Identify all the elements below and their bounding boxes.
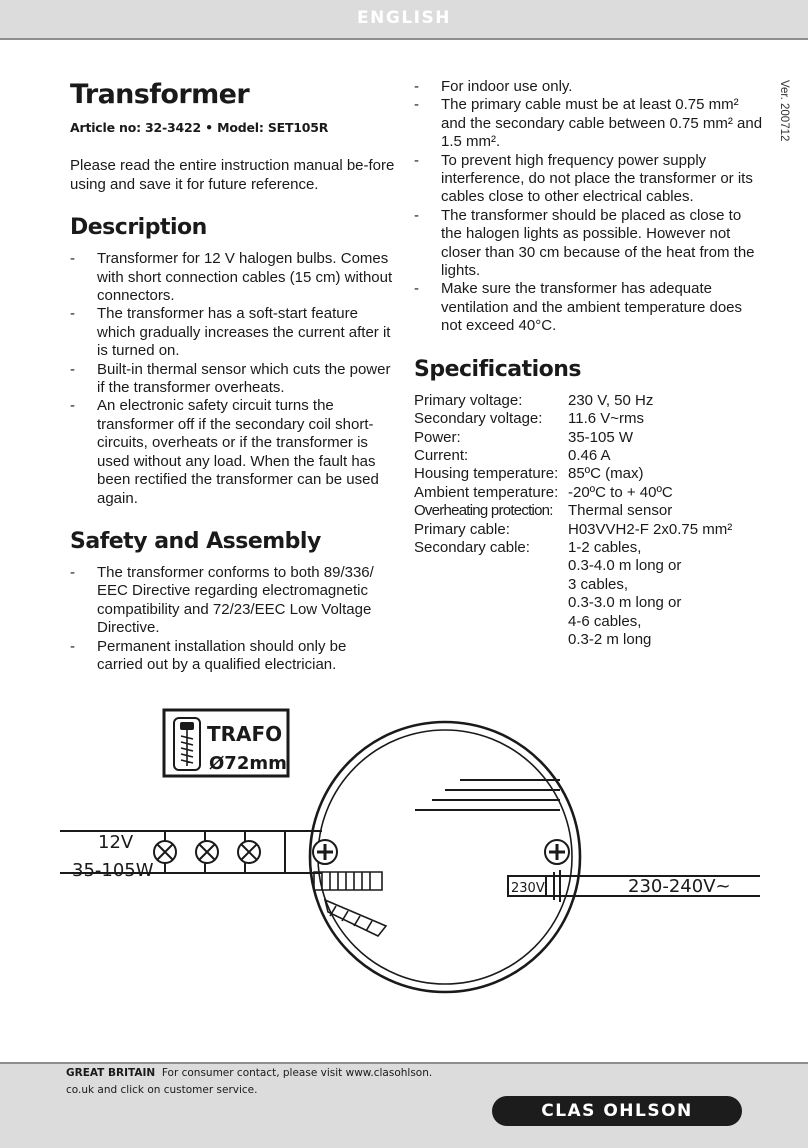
description-list bbox=[70, 250, 396, 508]
wiring-diagram bbox=[60, 700, 760, 1050]
transformer-housing bbox=[310, 722, 580, 992]
list-item: - Permanent installation should only be carried out by a qualified electrician. bbox=[70, 638, 396, 675]
spec-label: Housing temperature: bbox=[414, 465, 559, 483]
spec-value: -20ºC to + 40ºC bbox=[568, 483, 673, 501]
table-row bbox=[414, 484, 732, 502]
spec-value: 0.3-4.0 m long or bbox=[568, 557, 682, 575]
brand-logo: CLAS OHLSON bbox=[492, 1096, 742, 1126]
halogen-lamp-icon bbox=[196, 841, 218, 863]
footer-contact bbox=[66, 1065, 446, 1099]
spec-value: 11.6 V~rms bbox=[568, 410, 645, 428]
spec-value: 35-105 W bbox=[568, 428, 634, 446]
spec-label: Overheating protection: bbox=[414, 502, 553, 520]
vent-slots bbox=[314, 872, 386, 936]
list-item: - Transformer for 12 V halogen bulbs. Comes with short connection cables (15 cm) without connectors. bbox=[70, 250, 396, 305]
table-row bbox=[414, 429, 732, 447]
footer bbox=[0, 1062, 808, 1148]
spec-label: Primary cable: bbox=[414, 520, 510, 538]
table-row bbox=[414, 557, 732, 575]
halogen-lamp-icon bbox=[154, 841, 176, 863]
left-column bbox=[70, 78, 396, 694]
spec-label: Ambient temperature: bbox=[414, 483, 559, 501]
page-title: Transformer bbox=[70, 79, 250, 110]
list-item: - Built-in thermal sensor which cuts the power if the transformer overheats. bbox=[70, 361, 396, 398]
table-row bbox=[414, 502, 732, 520]
spec-label: Secondary voltage: bbox=[414, 410, 543, 428]
badge-title: TRAFO bbox=[207, 722, 283, 746]
spec-value: 0.3-3.0 m long or bbox=[568, 594, 682, 612]
table-row bbox=[414, 410, 732, 428]
spec-label: Current: bbox=[414, 446, 469, 464]
spec-value: 85ºC (max) bbox=[568, 465, 644, 483]
article-line: Article no: 32-3422 • Model: SET105R bbox=[70, 120, 329, 135]
list-item: - The transformer has a soft-start feature which gradually increases the current after it is turned on. bbox=[70, 305, 396, 360]
list-item: - The transformer conforms to both 89/336/ EEC Directive regarding electromagnetic compatibility and 72/23/EEC Low Voltage Directive. bbox=[70, 564, 396, 638]
spec-value: Thermal sensor bbox=[568, 502, 673, 520]
language-bar bbox=[0, 0, 808, 40]
terminal-screw-icon bbox=[545, 840, 569, 864]
spec-value: 1-2 cables, bbox=[568, 538, 642, 556]
list-item: - The primary cable must be at least 0.75 mm² and the secondary cable between 0.75 mm² and 1.5 mm². bbox=[414, 96, 764, 151]
spec-value: 3 cables, bbox=[568, 575, 629, 593]
table-row bbox=[414, 465, 732, 483]
spec-label bbox=[414, 594, 568, 612]
safety-list-right bbox=[414, 78, 764, 336]
footer-contact-text: For consumer contact, please visit www.clasohlson. co.uk and click on customer service. bbox=[66, 1067, 433, 1096]
badge-diameter: Ø72mm bbox=[209, 753, 287, 774]
version-label: Ver. 200712 bbox=[778, 80, 790, 142]
list-item: - For indoor use only. bbox=[414, 78, 764, 96]
spec-value: 0.46 A bbox=[568, 446, 611, 464]
power-range-label: 35-105W bbox=[72, 860, 154, 881]
input-tag: 230V bbox=[511, 881, 545, 896]
table-row bbox=[414, 576, 732, 594]
table-row bbox=[414, 447, 732, 465]
trafo-badge bbox=[164, 710, 288, 776]
halogen-lamp-icon bbox=[238, 841, 260, 863]
spec-value: H03VVH2-F 2x0.75 mm² bbox=[568, 520, 733, 538]
table-row bbox=[414, 613, 732, 631]
terminal-screw-icon bbox=[313, 840, 337, 864]
spec-label bbox=[414, 557, 568, 575]
spec-label bbox=[414, 613, 568, 631]
description-heading: Description bbox=[70, 215, 207, 241]
table-row bbox=[414, 521, 732, 539]
table-row bbox=[414, 594, 732, 612]
spec-label: Primary voltage: bbox=[414, 391, 523, 409]
list-item: - To prevent high frequency power supply interference, do not place the transformer or its cables close to other electrical cables. bbox=[414, 152, 764, 207]
footer-region: GREAT BRITAIN bbox=[66, 1067, 156, 1079]
spec-value: 4-6 cables, bbox=[568, 612, 642, 630]
list-item: - An electronic safety circuit turns the transformer off if the secondary coil short-circuits, overheats or if the transformer is used without any load. When the fault has been rectified the transformer can be used again. bbox=[70, 397, 396, 507]
right-column bbox=[414, 78, 764, 649]
spec-value: 0.3-2 m long bbox=[568, 630, 652, 648]
input-range-label: 230-240V~ bbox=[628, 876, 731, 897]
intro-text: Please read the entire instruction manual be-fore using and save it for future reference. bbox=[70, 157, 395, 193]
safety-list-left bbox=[70, 564, 396, 674]
language-label: ENGLISH bbox=[357, 8, 451, 28]
table-row bbox=[414, 539, 732, 557]
table-row bbox=[414, 631, 732, 649]
spec-value: 230 V, 50 Hz bbox=[568, 391, 654, 409]
table-row bbox=[414, 392, 732, 410]
list-item: - The transformer should be placed as close to the halogen lights as possible. However not closer than 30 cm because of the heat from the lights. bbox=[414, 207, 764, 281]
specifications-table bbox=[414, 392, 732, 650]
spec-label: Power: bbox=[414, 428, 461, 446]
safety-heading: Safety and Assembly bbox=[70, 528, 321, 554]
specifications-heading: Specifications bbox=[414, 356, 582, 382]
spec-label: Secondary cable: bbox=[414, 538, 530, 556]
list-item: - Make sure the transformer has adequate ventilation and the ambient temperature does not exceed 40°C. bbox=[414, 280, 764, 335]
spec-label bbox=[414, 576, 568, 594]
spec-label bbox=[414, 631, 568, 649]
voltage-low-label: 12V bbox=[98, 832, 134, 853]
